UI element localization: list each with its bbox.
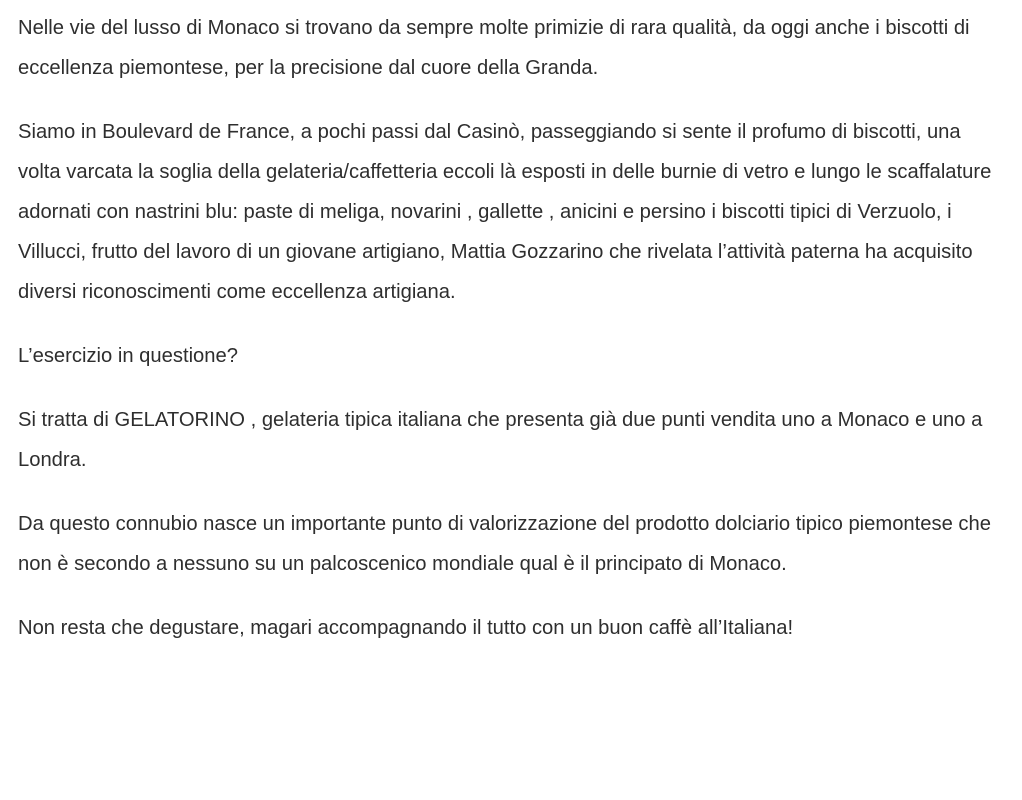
paragraph-closing: Non resta che degustare, magari accompagnando il tutto con un buon caffè all’Italiana! <box>18 617 794 639</box>
paragraph-location: Siamo in Boulevard de France, a pochi passi dal Casinò, passeggiando si sente il profumo di biscotti, una volta varcata la soglia della gelateria/caffetteria eccoli là esposti in delle burnie di vetro e lungo le scaffalature adornati con nastrini blu: paste di meliga, novarini , gallette , anicini e persino i biscotti tipici di Verzuolo, i Villucci, frutto del lavoro di un giovane artigiano, Mattia Gozzarino che rivelata l’attività paterna ha acquisito diversi riconoscimenti come eccellenza artigiana. <box>18 121 992 303</box>
article-body <box>18 8 1008 672</box>
paragraph-intro: Nelle vie del lusso di Monaco si trovano da sempre molte primizie di rara qualità, da oggi anche i biscotti di eccellenza piemontese, per la precisione dal cuore della Granda. <box>18 17 970 79</box>
paragraph-connubio: Da questo connubio nasce un importante punto di valorizzazione del prodotto dolciario tipico piemontese che non è secondo a nessuno su un palcoscenico mondiale qual è il principato di Monaco. <box>18 513 991 575</box>
paragraph-question: L’esercizio in questione? <box>18 345 238 367</box>
paragraph-gelatorino: Si tratta di GELATORINO , gelateria tipica italiana che presenta già due punti vendita uno a Monaco e uno a Londra. <box>18 409 983 471</box>
